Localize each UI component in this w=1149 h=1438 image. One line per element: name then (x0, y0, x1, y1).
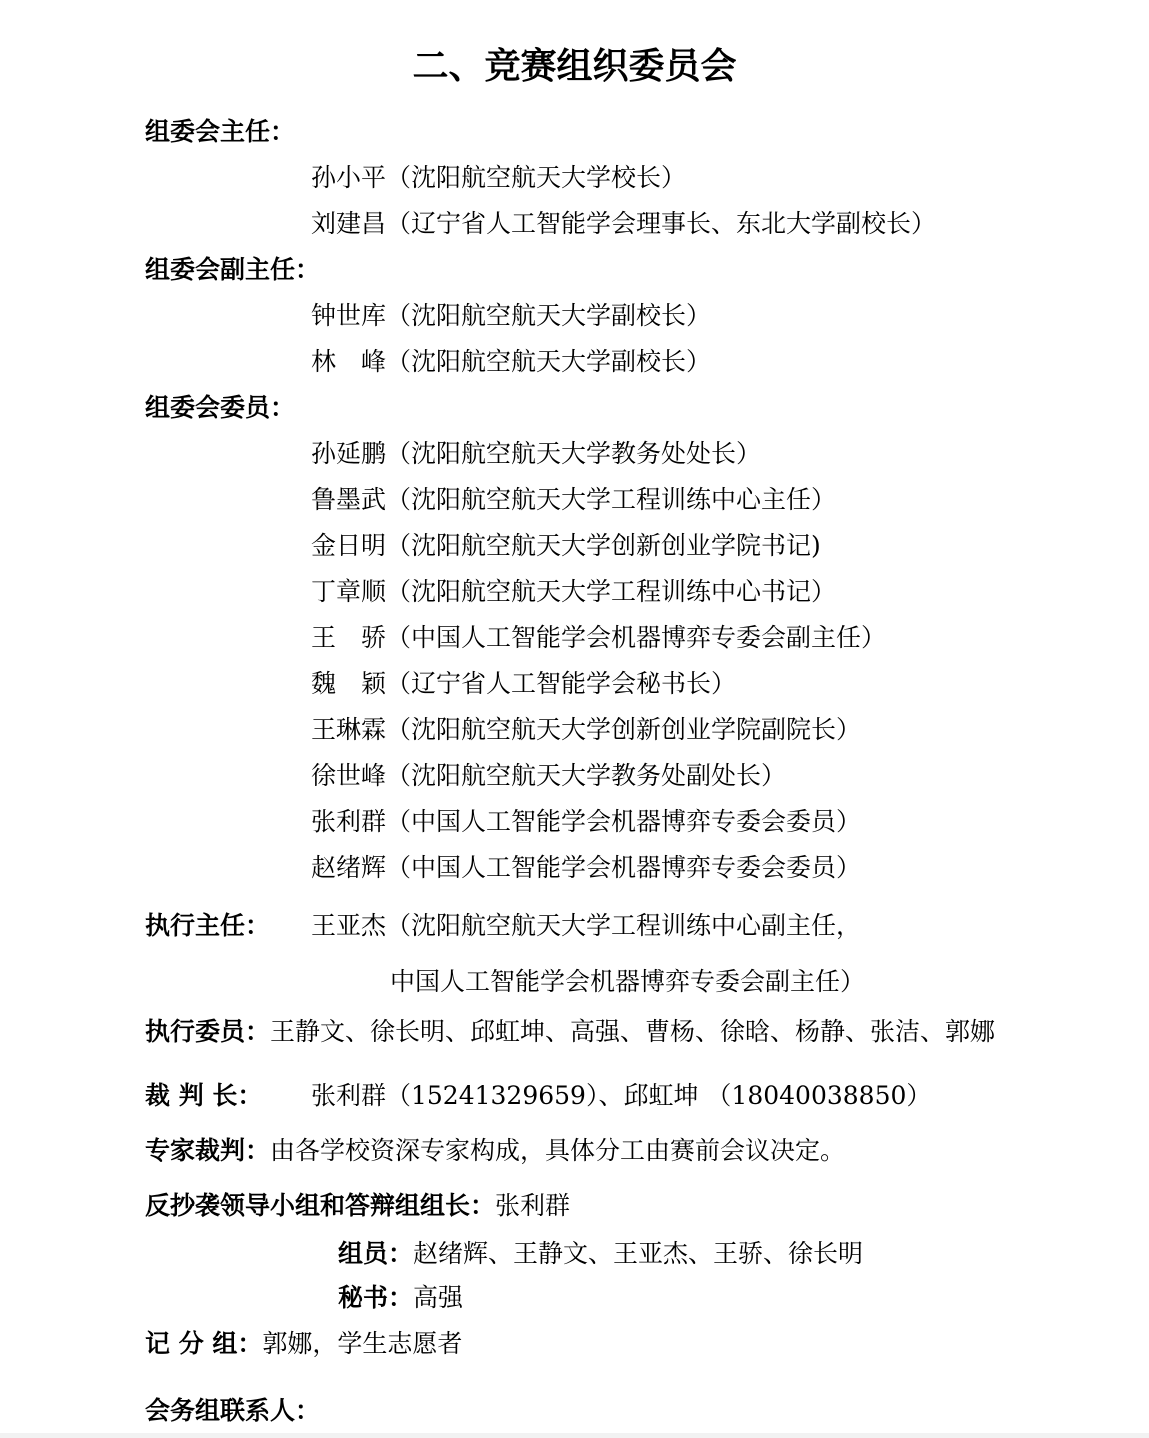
committee-member: 金日明（沈阳航空航天大学创新创业学院书记) (311, 531, 821, 560)
page-bottom-divider (0, 1433, 1149, 1438)
executive-members-row (145, 1016, 995, 1048)
committee-member: 赵绪辉（中国人工智能学会机器博弈专委会委员） (311, 853, 862, 882)
anti-plagiarism-members: 赵绪辉、王静文、王亚杰、王骄、徐长明 (413, 1239, 864, 1268)
executive-director-line1: 王亚杰（沈阳航空航天大学工程训练中心副主任， (311, 911, 862, 940)
vice-chair-member: 钟世库（沈阳航空航天大学副校长） (311, 301, 712, 330)
anti-plagiarism-members-label: 组员： (338, 1239, 414, 1268)
committee-label: 组委会委员： (145, 393, 296, 422)
scoring-group-value: 郭娜，学生志愿者 (262, 1329, 463, 1358)
vice-chairs-label: 组委会副主任： (145, 255, 321, 284)
anti-plagiarism-row (145, 1190, 570, 1222)
executive-members-label: 执行委员： (145, 1017, 271, 1046)
committee-member: 王 骄（中国人工智能学会机器博弈专委会副主任） (311, 623, 887, 652)
executive-director-label: 执行主任： (145, 911, 271, 940)
anti-plagiarism-secretary-label: 秘书： (338, 1283, 414, 1312)
anti-plagiarism-label: 反抄袭领导小组和答辩组组长： (145, 1191, 496, 1220)
expert-referees-label: 专家裁判： (145, 1136, 271, 1165)
scoring-group-label: 记 分 组： (145, 1329, 263, 1358)
committee-member: 张利群（中国人工智能学会机器博弈专委会委员） (311, 807, 862, 836)
page-title: 二、竞赛组织委员会 (412, 45, 737, 87)
committee-member: 孙延鹏（沈阳航空航天大学教务处处长） (311, 439, 762, 468)
chief-referee-value: 张利群（15241329659）、邱虹坤 （18040038850） (311, 1081, 932, 1110)
expert-referees-value: 由各学校资深专家构成，具体分工由赛前会议决定。 (270, 1136, 846, 1165)
scoring-group-row (145, 1328, 462, 1360)
committee-member: 王琳霖（沈阳航空航天大学创新创业学院副院长） (311, 715, 862, 744)
anti-plagiarism-secretary: 高强 (413, 1283, 464, 1312)
executive-director-line2: 中国人工智能学会机器博弈专委会副主任） (390, 967, 866, 996)
anti-plagiarism-secretary-row (338, 1282, 463, 1314)
chair-member: 孙小平（沈阳航空航天大学校长） (311, 163, 687, 192)
executive-members-value: 王静文、徐长明、邱虹坤、高强、曹杨、徐晗、杨静、张洁、郭娜 (270, 1017, 996, 1046)
affairs-contact-label: 会务组联系人： (145, 1396, 321, 1425)
anti-plagiarism-members-row (338, 1238, 863, 1270)
chairs-label: 组委会主任： (145, 117, 296, 146)
committee-member: 鲁墨武（沈阳航空航天大学工程训练中心主任） (311, 485, 837, 514)
vice-chair-member: 林 峰（沈阳航空航天大学副校长） (311, 347, 712, 376)
chief-referee-label: 裁 判 长： (145, 1081, 263, 1110)
expert-referees-row (145, 1135, 845, 1167)
committee-member: 魏 颖（辽宁省人工智能学会秘书长） (311, 669, 737, 698)
chair-member: 刘建昌（辽宁省人工智能学会理事长、东北大学副校长） (311, 209, 937, 238)
committee-member: 丁章顺（沈阳航空航天大学工程训练中心书记） (311, 577, 837, 606)
anti-plagiarism-leader: 张利群 (495, 1191, 571, 1220)
committee-member: 徐世峰（沈阳航空航天大学教务处副处长） (311, 761, 787, 790)
